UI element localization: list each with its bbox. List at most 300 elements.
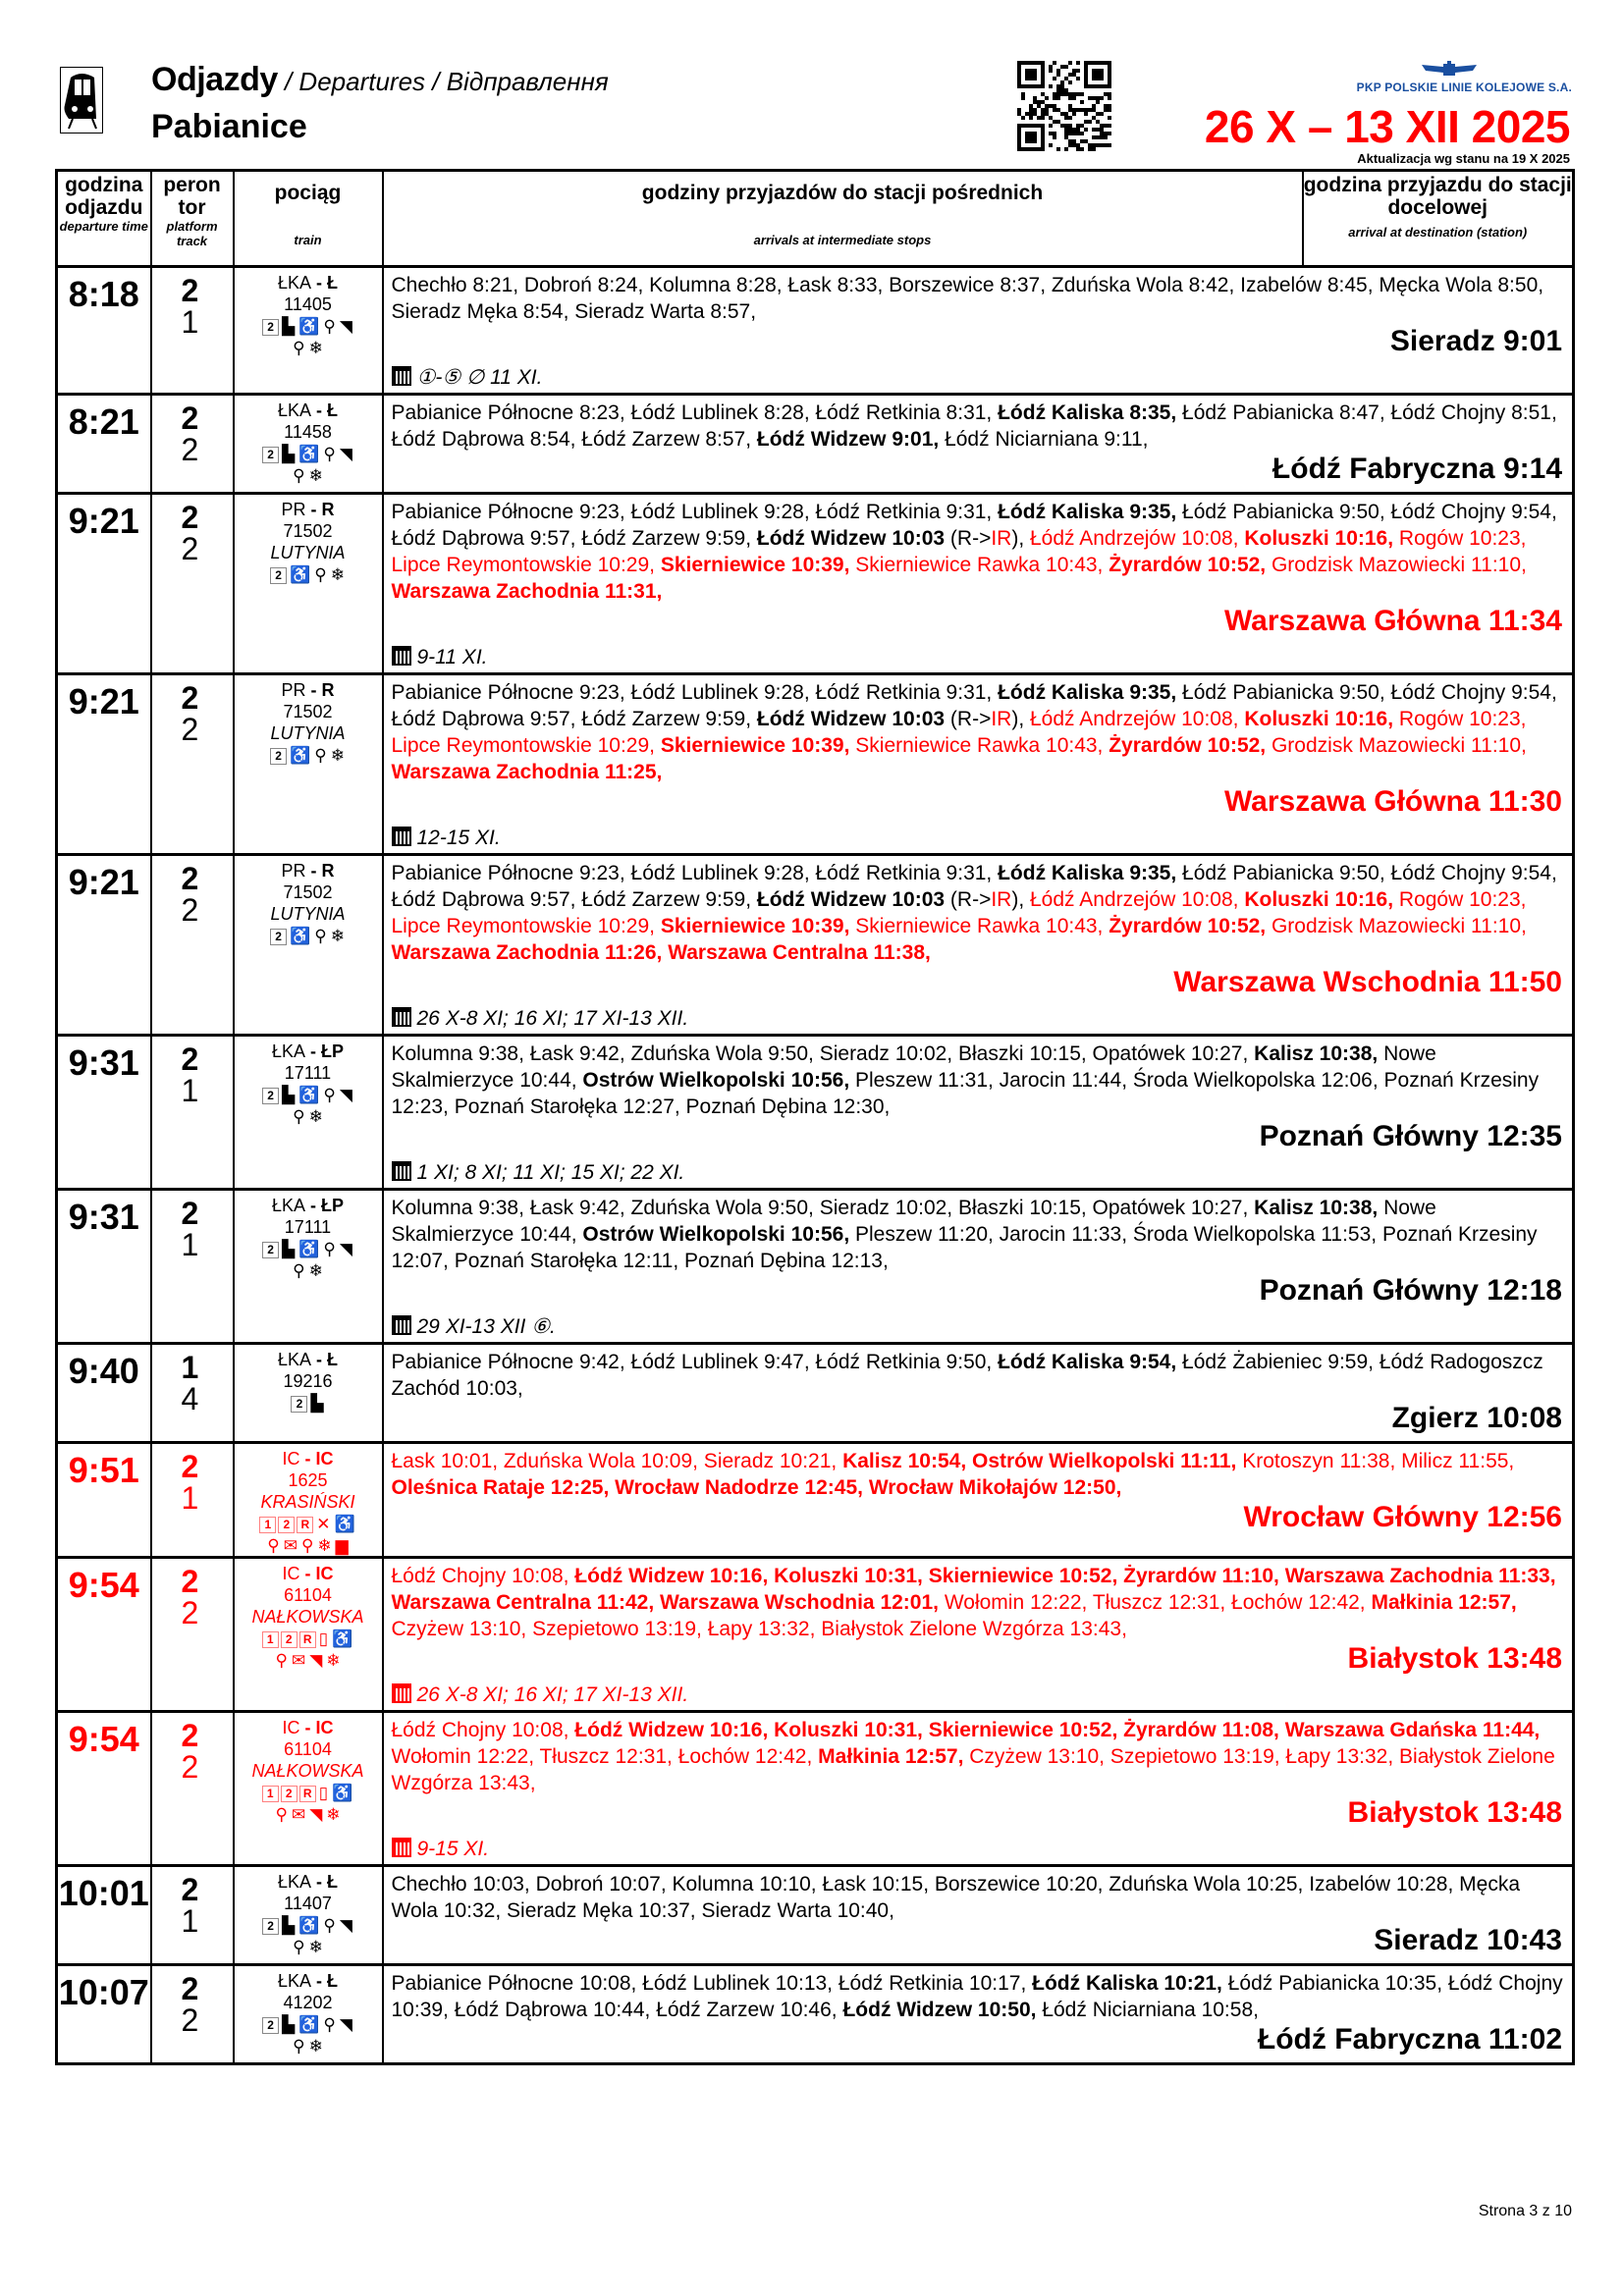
platform-cell bbox=[151, 1344, 234, 1443]
train-cell bbox=[234, 855, 383, 1036]
major-stop: Skierniewice 10:39, bbox=[660, 915, 850, 937]
carrier-separator: - bbox=[299, 1718, 316, 1737]
train-icon bbox=[60, 67, 103, 133]
class-2-icon: 2 bbox=[262, 1918, 279, 1935]
stop-text: ), bbox=[1011, 527, 1030, 550]
departure-time: 8:18 bbox=[57, 267, 151, 395]
bicycle-icon: ⚲ bbox=[314, 927, 327, 946]
departure-time: 9:51 bbox=[57, 1443, 151, 1558]
stop-text: (R-> bbox=[945, 527, 992, 550]
train-category: IC bbox=[315, 1718, 334, 1737]
departure-row bbox=[57, 855, 1574, 1036]
stop-text: Łódź Chojny 10:08, bbox=[391, 1565, 575, 1587]
platform-cell bbox=[151, 1866, 234, 1965]
stop-text: Wołomin 12:22, Tłuszcz 12:31, Łochów 12:42, bbox=[939, 1591, 1372, 1614]
major-stop: Kalisz 10:38, bbox=[1254, 1197, 1379, 1219]
stop-text: Czyżew 13:10, Szepietowo 13:19, Łapy 13:32, Białystok Zielone Wzgórza 13:43, bbox=[391, 1745, 1555, 1794]
class-r-icon: R bbox=[299, 1786, 316, 1802]
validity-note-text: 26 X-8 XI; 16 XI; 17 XI-13 XII. bbox=[416, 1007, 689, 1030]
ticket-machine-icon: ▙ bbox=[282, 1240, 296, 1259]
calendar-icon bbox=[392, 366, 411, 386]
air-conditioning-icon: ❄ bbox=[308, 1107, 323, 1127]
stop-text: Pabianice Północne 10:08, Łódź Lublinek 10:13, Łódź Retkinia 10:17, bbox=[391, 1972, 1033, 1995]
carrier-separator: - bbox=[305, 1041, 321, 1061]
train-category: R bbox=[321, 680, 335, 700]
carrier-separator: - bbox=[311, 1350, 328, 1369]
platform-cell bbox=[151, 674, 234, 855]
departure-row bbox=[57, 395, 1574, 494]
destination-arrival: Zgierz 10:08 bbox=[1391, 1402, 1562, 1434]
col-platform-pl: peron tor bbox=[163, 174, 221, 219]
platform-cell bbox=[151, 395, 234, 494]
major-stop: Koluszki 10:16, bbox=[1244, 888, 1394, 911]
departure-time: 8:21 bbox=[57, 395, 151, 494]
train-name: LUTYNIA bbox=[270, 904, 346, 924]
luggage-icon: ▆ bbox=[335, 1536, 349, 1556]
stops-list bbox=[392, 1041, 1565, 1120]
major-stop: Żyrardów 10:52, bbox=[1109, 734, 1267, 757]
stops-list bbox=[392, 272, 1565, 325]
train-cell bbox=[234, 1190, 383, 1344]
ticket-machine-icon: ▙ bbox=[282, 2015, 296, 2035]
stop-text: Łódź Niciarniana 9:11, bbox=[939, 428, 1149, 451]
vending-icon: ▯ bbox=[318, 1784, 329, 1803]
departure-time: 9:31 bbox=[57, 1190, 151, 1344]
track-number: 1 bbox=[181, 1480, 199, 1516]
major-stop: Koluszki 10:16, bbox=[1244, 708, 1394, 730]
air-conditioning-icon: ❄ bbox=[308, 339, 323, 358]
carrier-separator: - bbox=[311, 1971, 328, 1991]
carrier: ŁKA bbox=[277, 1971, 312, 1991]
col-train-pl: pociąg bbox=[274, 182, 342, 204]
stop-text: Pabianice Północne 9:23, Łódź Lublinek 9:28, Łódź Retkinia 9:31, bbox=[391, 501, 999, 523]
major-stop: Warszawa Centralna 11:38, bbox=[668, 941, 931, 964]
train-cell bbox=[234, 1866, 383, 1965]
major-stop: Żyrardów 10:52, bbox=[1109, 554, 1267, 576]
intermediate-stops bbox=[383, 1190, 1574, 1344]
train-category: IC bbox=[315, 1564, 334, 1583]
major-stop: Łódź Widzew 10:03 bbox=[756, 527, 946, 550]
platform-cell bbox=[151, 1965, 234, 2064]
platform-cell bbox=[151, 267, 234, 395]
train-category: Ł bbox=[327, 400, 339, 420]
amenity-icons bbox=[235, 1084, 382, 1127]
wifi-icon: ◥ bbox=[339, 317, 352, 337]
intermediate-stops bbox=[383, 1344, 1574, 1443]
validity-note-text: 1 XI; 8 XI; 11 XI; 15 XI; 22 XI. bbox=[416, 1161, 685, 1184]
platform-cell bbox=[151, 1190, 234, 1344]
carrier: IC bbox=[282, 1564, 300, 1583]
class-2-icon: 2 bbox=[270, 748, 287, 765]
baby-change-icon: ⚲ bbox=[293, 466, 305, 486]
train-cell bbox=[234, 267, 383, 395]
major-stop: Łódź Kaliska 9:35, bbox=[998, 681, 1177, 704]
stops-list bbox=[392, 679, 1565, 785]
track-number: 4 bbox=[181, 1381, 199, 1416]
stop-text: Łódź Pabianicka 9:50, Łódź Chojny 9:54, Łódź Dąbrowa 9:57, Łódź Zarzew 9:59, bbox=[391, 501, 1557, 550]
calendar-icon bbox=[392, 646, 411, 666]
stop-text: Chechło 8:21, Dobroń 8:24, Kolumna 8:28, Łask 8:33, Borszewice 8:37, Zduńska Wola 8:42, Izabelów 8:45, Męcka Wola 8:50, Sieradz Męka 8:54, Sieradz Warta 8:57, bbox=[391, 274, 1544, 323]
carrier: ŁKA bbox=[271, 1196, 305, 1215]
major-stop: Łódź Widzew 10:16, Koluszki 10:31, Skierniewice 10:52, Żyrardów 11:08, Warszawa Gdańska 11:44, bbox=[574, 1719, 1541, 1741]
intermediate-stops bbox=[383, 267, 1574, 395]
qr-code[interactable] bbox=[1017, 61, 1111, 151]
station-name: Pabianice bbox=[151, 108, 307, 145]
stop-text: Kolumna 9:38, Łask 9:42, Zduńska Wola 9:50, Sieradz 10:02, Błaszki 10:15, Opatówek 10:27, bbox=[391, 1042, 1255, 1065]
stop-text: Pleszew 11:20, Jarocin 11:33, Środa Wielkopolska 11:53, Poznań Krzesiny 12:07, Poznań Starołęka 12:11, Poznań Dębina 12:13, bbox=[391, 1223, 1538, 1272]
stop-text: Skierniewice Rawka 10:43, bbox=[849, 915, 1109, 937]
departure-time: 10:07 bbox=[57, 1965, 151, 2064]
train-number: 1625 bbox=[288, 1470, 328, 1490]
departure-time: 9:31 bbox=[57, 1036, 151, 1190]
carrier: PR bbox=[281, 861, 306, 881]
stops-list bbox=[392, 1717, 1565, 1796]
class-2-icon: 2 bbox=[278, 1517, 295, 1533]
train-category: Ł bbox=[327, 1350, 339, 1369]
validity-note-text: 12-15 XI. bbox=[416, 827, 501, 849]
envelope-icon: ✉ bbox=[283, 1536, 298, 1556]
ticket-machine-icon: ▙ bbox=[282, 317, 296, 337]
stop-text: Łódź Pabianicka 9:50, Łódź Chojny 9:54, Łódź Dąbrowa 9:57, Łódź Zarzew 9:59, bbox=[391, 862, 1557, 911]
stop-text: Nowe Skalmierzyce 10:44, bbox=[391, 1197, 1436, 1246]
major-stop: Łódź Widzew 10:50, bbox=[842, 1999, 1037, 2021]
stop-text: Pabianice Północne 9:42, Łódź Lublinek 9:47, Łódź Retkinia 9:50, bbox=[391, 1351, 999, 1373]
wifi-icon: ◥ bbox=[339, 445, 352, 464]
train-category: ŁP bbox=[321, 1041, 345, 1061]
platform-number: 2 bbox=[181, 1196, 199, 1231]
departure-row bbox=[57, 1036, 1574, 1190]
departure-time: 10:01 bbox=[57, 1866, 151, 1965]
wifi-icon: ◥ bbox=[309, 1651, 323, 1671]
ticket-machine-icon: ▙ bbox=[282, 1086, 296, 1105]
stop-text: Grodzisk Mazowiecki 11:10, bbox=[1266, 554, 1527, 576]
stop-text: Czyżew 13:10, Szepietowo 13:19, Łapy 13:32, Białystok Zielone Wzgórza 13:43, bbox=[391, 1618, 1127, 1640]
train-category: Ł bbox=[327, 273, 339, 293]
class-2-icon: 2 bbox=[281, 1631, 298, 1648]
bicycle-icon: ⚲ bbox=[323, 445, 336, 464]
destination-arrival: Łódź Fabryczna 11:02 bbox=[1257, 2023, 1562, 2056]
train-number: 41202 bbox=[283, 1993, 333, 2012]
wifi-icon: ◥ bbox=[339, 1916, 352, 1936]
departure-row bbox=[57, 1190, 1574, 1344]
carrier-separator: - bbox=[305, 1196, 321, 1215]
carrier: PR bbox=[281, 500, 306, 519]
ticket-machine-icon: ▙ bbox=[310, 1394, 324, 1414]
stops-list bbox=[392, 1970, 1565, 2023]
stop-text: Łódź Pabianicka 8:47, Łódź Chojny 8:51, Łódź Dąbrowa 8:54, Łódź Zarzew 8:57, bbox=[391, 401, 1557, 451]
carrier: ŁKA bbox=[277, 1872, 312, 1892]
air-conditioning-icon: ❄ bbox=[308, 466, 323, 486]
bicycle-icon: ⚲ bbox=[323, 2015, 336, 2035]
stops-list bbox=[392, 1871, 1565, 1924]
validity-note-text: ①-⑤ ∅ 11 XI. bbox=[416, 366, 543, 389]
amenity-icons bbox=[235, 1628, 382, 1671]
stop-text: Łódź Andrzejów 10:08, bbox=[1030, 888, 1245, 911]
platform-number: 2 bbox=[181, 1449, 199, 1484]
validity-note-text: 29 XI-13 XII ⑥. bbox=[416, 1315, 556, 1338]
air-conditioning-icon: ❄ bbox=[330, 565, 345, 585]
page-header bbox=[55, 61, 1572, 169]
validity-period: 26 X – 13 XII 2025 bbox=[1204, 101, 1570, 152]
major-stop: Ostrów Wielkopolski 10:56, bbox=[582, 1223, 850, 1246]
train-number: 61104 bbox=[284, 1585, 332, 1605]
train-category: Ł bbox=[327, 1872, 339, 1892]
intermediate-stops bbox=[383, 855, 1574, 1036]
train-name: NAŁKOWSKA bbox=[251, 1607, 364, 1627]
destination-arrival: Wrocław Główny 12:56 bbox=[1243, 1501, 1562, 1533]
wifi-icon: ◥ bbox=[339, 1086, 352, 1105]
train-number: 11407 bbox=[284, 1894, 332, 1913]
carrier-separator: - bbox=[305, 861, 322, 881]
stop-text: Łódź Pabianicka 9:50, Łódź Chojny 9:54, Łódź Dąbrowa 9:57, Łódź Zarzew 9:59, bbox=[391, 681, 1557, 730]
departure-row bbox=[57, 1558, 1574, 1712]
wheelchair-icon: ♿ bbox=[332, 1784, 353, 1803]
platform-number: 2 bbox=[181, 680, 199, 716]
major-stop: Skierniewice 10:39, bbox=[660, 734, 850, 757]
track-number: 1 bbox=[181, 1227, 199, 1262]
wifi-icon: ◥ bbox=[339, 2015, 352, 2035]
class-2-icon: 2 bbox=[270, 929, 287, 945]
stop-text: Krotoszyn 11:38, Milicz 11:55, bbox=[1236, 1450, 1515, 1472]
validity-note bbox=[392, 1313, 1565, 1340]
wheelchair-icon: ♿ bbox=[332, 1629, 353, 1649]
class-2-icon: 2 bbox=[262, 319, 279, 336]
train-cell bbox=[234, 494, 383, 674]
amenity-icons bbox=[235, 744, 382, 766]
validity-note bbox=[392, 1005, 1565, 1032]
destination-arrival: Łódź Fabryczna 9:14 bbox=[1271, 453, 1562, 485]
intermediate-stops bbox=[383, 494, 1574, 674]
departure-row bbox=[57, 1344, 1574, 1443]
stop-text: (R-> bbox=[945, 888, 992, 911]
bicycle-icon: ⚲ bbox=[275, 1651, 288, 1671]
calendar-icon bbox=[392, 1315, 411, 1335]
amenity-icons bbox=[235, 1914, 382, 1957]
baby-change-icon: ⚲ bbox=[293, 339, 305, 358]
train-name: NAŁKOWSKA bbox=[251, 1761, 364, 1781]
stop-text: Rogów 10:23, Lipce Reymontowskie 10:29, bbox=[391, 888, 1527, 937]
wheelchair-icon: ♿ bbox=[290, 927, 311, 946]
intermediate-stops bbox=[383, 1443, 1574, 1558]
train-name: KRASIŃSKI bbox=[260, 1492, 355, 1512]
major-stop: Warszawa Zachodnia 11:25, bbox=[391, 761, 663, 783]
validity-note bbox=[392, 825, 1565, 851]
class-2-icon: 2 bbox=[262, 447, 279, 463]
stop-text: Rogów 10:23, Lipce Reymontowskie 10:29, bbox=[391, 708, 1527, 757]
train-category: IC bbox=[315, 1449, 334, 1468]
col-stops-en: arrivals at intermediate stops bbox=[753, 233, 932, 247]
destination-arrival: Warszawa Główna 11:30 bbox=[1223, 785, 1562, 818]
major-stop: Łódź Kaliska 9:35, bbox=[998, 862, 1177, 884]
air-conditioning-icon: ❄ bbox=[330, 927, 345, 946]
platform-number: 2 bbox=[181, 1041, 199, 1077]
platform-cell bbox=[151, 494, 234, 674]
departure-time: 9:40 bbox=[57, 1344, 151, 1443]
departure-time: 9:21 bbox=[57, 674, 151, 855]
stop-text: IR bbox=[991, 527, 1012, 550]
platform-number: 2 bbox=[181, 1971, 199, 2006]
ticket-machine-icon: ▙ bbox=[282, 445, 296, 464]
ticket-machine-icon: ▙ bbox=[282, 1916, 296, 1936]
intermediate-stops bbox=[383, 1558, 1574, 1712]
stop-text: Łódź Żabieniec 9:59, Łódź Radogoszcz Zachód 10:03, bbox=[391, 1351, 1543, 1400]
wheelchair-icon: ♿ bbox=[298, 445, 320, 464]
wheelchair-icon: ♿ bbox=[334, 1515, 355, 1534]
stop-text: Skierniewice Rawka 10:43, bbox=[849, 734, 1109, 757]
carrier: ŁKA bbox=[277, 1350, 312, 1369]
amenity-icons bbox=[235, 315, 382, 358]
destination-arrival: Białystok 13:48 bbox=[1347, 1642, 1562, 1675]
baby-change-icon: ⚲ bbox=[293, 2037, 305, 2056]
class-2-icon: 2 bbox=[262, 2017, 279, 2034]
intermediate-stops bbox=[383, 1712, 1574, 1866]
stops-list bbox=[392, 860, 1565, 966]
title-main: Odjazdy bbox=[151, 61, 278, 98]
bicycle-icon: ⚲ bbox=[323, 1240, 336, 1259]
train-cell bbox=[234, 1712, 383, 1866]
wheelchair-icon: ♿ bbox=[298, 317, 320, 337]
calendar-icon bbox=[392, 1683, 411, 1703]
amenity-icons bbox=[235, 443, 382, 486]
class-2-icon: 2 bbox=[262, 1088, 279, 1104]
bicycle-icon: ⚲ bbox=[323, 1916, 336, 1936]
class-r-icon: R bbox=[297, 1517, 313, 1533]
carrier: ŁKA bbox=[277, 273, 312, 293]
major-stop: Żyrardów 10:52, bbox=[1109, 915, 1267, 937]
wheelchair-icon: ♿ bbox=[298, 1240, 320, 1259]
amenity-icons bbox=[235, 1238, 382, 1281]
carrier-separator: - bbox=[305, 680, 322, 700]
air-conditioning-icon: ❄ bbox=[326, 1805, 341, 1825]
class-1-icon: 1 bbox=[262, 1631, 279, 1648]
col-header-platform bbox=[151, 171, 234, 267]
train-number: 71502 bbox=[283, 702, 333, 721]
stops-list bbox=[392, 400, 1565, 453]
destination-arrival: Warszawa Główna 11:34 bbox=[1223, 605, 1562, 637]
calendar-icon bbox=[392, 1007, 411, 1027]
intermediate-stops bbox=[383, 1965, 1574, 2064]
validity-note-text: 9-15 XI. bbox=[416, 1838, 490, 1860]
vending-icon: ▯ bbox=[318, 1629, 329, 1649]
carrier-separator: - bbox=[299, 1564, 316, 1583]
validity-note bbox=[392, 1836, 1565, 1862]
train-category: Ł bbox=[327, 1971, 339, 1991]
major-stop: Koluszki 10:16, bbox=[1244, 527, 1394, 550]
air-conditioning-icon: ❄ bbox=[308, 1938, 323, 1957]
track-number: 2 bbox=[181, 712, 199, 747]
baby-change-icon: ⚲ bbox=[293, 1107, 305, 1127]
stop-text: ), bbox=[1011, 708, 1030, 730]
train-number: 19216 bbox=[283, 1371, 333, 1391]
departure-row bbox=[57, 1866, 1574, 1965]
amenity-icons bbox=[235, 1513, 382, 1556]
stops-list bbox=[392, 1563, 1565, 1642]
platform-number: 2 bbox=[181, 500, 199, 535]
wheelchair-icon: ♿ bbox=[290, 565, 311, 585]
carrier-separator: - bbox=[311, 1872, 328, 1892]
departure-row bbox=[57, 1712, 1574, 1866]
class-2-icon: 2 bbox=[291, 1396, 307, 1413]
platform-cell bbox=[151, 855, 234, 1036]
bicycle-icon: ⚲ bbox=[267, 1536, 280, 1556]
class-2-icon: 2 bbox=[281, 1786, 298, 1802]
major-stop: Małkinia 12:57, bbox=[818, 1745, 964, 1768]
stops-list bbox=[392, 1195, 1565, 1274]
intermediate-stops bbox=[383, 395, 1574, 494]
stop-text: IR bbox=[991, 708, 1012, 730]
train-cell bbox=[234, 395, 383, 494]
stop-text: Rogów 10:23, Lipce Reymontowskie 10:29, bbox=[391, 527, 1527, 576]
stop-text: Grodzisk Mazowiecki 11:10, bbox=[1266, 734, 1527, 757]
track-number: 1 bbox=[181, 1073, 199, 1108]
air-conditioning-icon: ❄ bbox=[317, 1536, 332, 1556]
train-number: 71502 bbox=[283, 521, 333, 541]
track-number: 2 bbox=[181, 892, 199, 928]
train-number: 61104 bbox=[284, 1739, 332, 1759]
destination-arrival: Warszawa Wschodnia 11:50 bbox=[1173, 966, 1562, 998]
carrier-separator: - bbox=[305, 500, 322, 519]
departure-time: 9:54 bbox=[57, 1712, 151, 1866]
stop-text: Łódź Andrzejów 10:08, bbox=[1030, 527, 1245, 550]
train-name: LUTYNIA bbox=[270, 543, 346, 562]
col-header-destination bbox=[1303, 171, 1574, 267]
platform-number: 2 bbox=[181, 1872, 199, 1907]
carrier: ŁKA bbox=[277, 400, 312, 420]
train-number: 11458 bbox=[284, 422, 332, 442]
validity-note bbox=[392, 364, 1565, 391]
class-2-icon: 2 bbox=[270, 567, 287, 584]
major-stop: Ostrów Wielkopolski 10:56, bbox=[582, 1069, 850, 1092]
stops-list bbox=[392, 499, 1565, 605]
departure-time: 9:21 bbox=[57, 494, 151, 674]
col-header-stops bbox=[383, 171, 1303, 267]
bicycle-icon: ⚲ bbox=[275, 1805, 288, 1825]
departure-row bbox=[57, 267, 1574, 395]
title-translations: / Departures / Відправлення bbox=[277, 67, 609, 96]
page-title bbox=[151, 61, 609, 99]
stop-text: Pabianice Północne 9:23, Łódź Lublinek 9:28, Łódź Retkinia 9:31, bbox=[391, 681, 999, 704]
carrier-separator: - bbox=[299, 1449, 316, 1468]
col-time-en: departure time bbox=[59, 219, 148, 234]
wifi-icon: ◥ bbox=[309, 1805, 323, 1825]
major-stop: Łódź Widzew 10:16, Koluszki 10:31, Skierniewice 10:52, Żyrardów 11:10, Warszawa Zachodnia 11:33, Warszawa Centralna 11:42, Warszawa Wschodnia 12:01, bbox=[391, 1565, 1556, 1614]
calendar-icon bbox=[392, 1161, 411, 1181]
major-stop: Warszawa Zachodnia 11:26, bbox=[391, 941, 663, 964]
intermediate-stops bbox=[383, 1866, 1574, 1965]
major-stop: Łódź Widzew 10:03 bbox=[756, 708, 946, 730]
stop-text: Łódź Chojny 10:08, bbox=[391, 1719, 575, 1741]
amenity-icons bbox=[235, 1782, 382, 1825]
platform-number: 1 bbox=[181, 1350, 199, 1385]
stop-text: Pleszew 11:31, Jarocin 11:44, Środa Wielkopolska 12:06, Poznań Krzesiny 12:23, Poznań Starołęka 12:27, Poznań Dębina 12:30, bbox=[391, 1069, 1540, 1118]
amenity-icons bbox=[235, 1392, 382, 1414]
platform-cell bbox=[151, 1036, 234, 1190]
col-time-pl: godzina odjazdu bbox=[65, 174, 143, 219]
validity-note-text: 26 X-8 XI; 16 XI; 17 XI-13 XII. bbox=[416, 1683, 689, 1706]
baby-change-icon: ⚲ bbox=[300, 1536, 314, 1556]
col-platform-en: platform track bbox=[166, 219, 218, 248]
track-number: 2 bbox=[181, 1595, 199, 1630]
calendar-icon bbox=[392, 827, 411, 846]
col-train-en: train bbox=[294, 233, 322, 247]
major-stop: Małkinia 12:57, bbox=[1371, 1591, 1517, 1614]
stop-text: ), bbox=[1011, 888, 1030, 911]
track-number: 1 bbox=[181, 1903, 199, 1939]
stop-text: Łódź Pabianicka 10:35, Łódź Chojny 10:39, Łódź Dąbrowa 10:44, Łódź Zarzew 10:46, bbox=[391, 1972, 1563, 2021]
col-dest-en: arrival at destination (station) bbox=[1348, 225, 1528, 240]
major-stop: Łódź Widzew 9:01, bbox=[756, 428, 940, 451]
class-1-icon: 1 bbox=[262, 1786, 279, 1802]
